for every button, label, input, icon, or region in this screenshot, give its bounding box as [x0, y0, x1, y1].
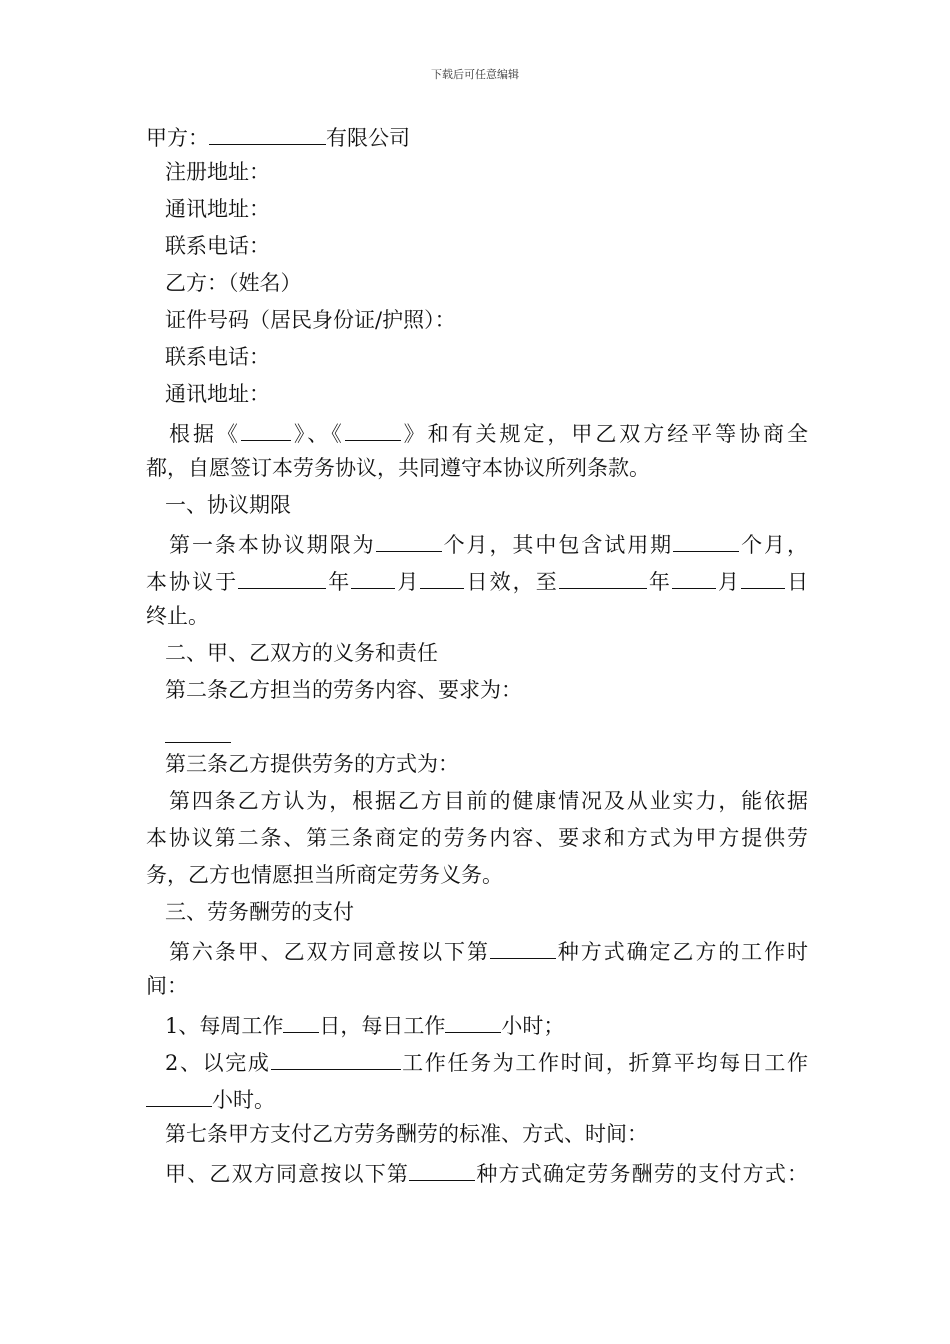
probation-months-blank [673, 524, 739, 552]
law-name-blank [241, 413, 291, 441]
section-1-heading: 一、协议期限 [165, 493, 291, 517]
work-task-blank [271, 1042, 401, 1070]
party-a-mail-address: 通讯地址： [165, 197, 270, 221]
end-month-blank [672, 561, 716, 589]
article-6-line-1: 第六条甲、乙双方同意按以下第 种方式确定乙方的工作时 [146, 931, 808, 968]
party-b-phone: 联系电话： [165, 345, 270, 369]
payment-method-blank [409, 1153, 475, 1181]
regulation-name-blank [345, 413, 401, 441]
end-year-blank [559, 561, 647, 589]
article-7-line-2: 甲、乙双方同意按以下第 种方式确定劳务酬劳的支付方式： [146, 1153, 808, 1190]
start-month-blank [351, 561, 395, 589]
contract-body [146, 117, 808, 1190]
term-months-blank [376, 524, 442, 552]
option-2-line-2: 小时。 [146, 1079, 808, 1116]
preamble-line-1: 根据《 》、《 》和有关规定，甲乙双方经平等协商全 [146, 413, 808, 450]
option-2-line-1: 2、以完成 工作任务为工作时间，折算平均每日工作 [146, 1042, 808, 1079]
days-per-week-blank [283, 1005, 319, 1033]
article-6-line-2: 间： [146, 974, 188, 998]
company-name-blank [209, 117, 326, 145]
party-a-line: 甲方： 有限公司 [146, 117, 808, 154]
article-1-line-2: 本协议于 年 月 日效，至 年 月 日 [146, 561, 808, 598]
hours-per-day-blank [445, 1005, 501, 1033]
article-4-line-2: 本协议第二条、第三条商定的劳务内容、要求和方式为甲方提供劳 [146, 826, 808, 850]
section-2-heading: 二、甲、乙双方的义务和责任 [165, 641, 438, 665]
article-1-line-1: 第一条本协议期限为 个月，其中包含试用期 个月， [146, 524, 808, 561]
party-b-id-number: 证件号码（居民身份证/护照）： [165, 308, 456, 332]
party-b-mail-address: 通讯地址： [165, 382, 270, 406]
start-day-blank [420, 561, 464, 589]
party-a-reg-address: 注册地址： [165, 160, 270, 184]
preamble-line-2: 都，自愿签订本劳务协议，共同遵守本协议所列条款。 [146, 456, 650, 480]
party-b-name: 乙方：（姓名） [165, 271, 302, 295]
start-year-blank [238, 561, 326, 589]
party-a-phone: 联系电话： [165, 234, 270, 258]
article-2: 第二条乙方担当的劳务内容、要求为： [165, 678, 522, 702]
service-content-blank [165, 715, 231, 743]
article-2-content-line [146, 709, 808, 746]
article-1-line-3: 终止。 [146, 604, 209, 628]
article-3: 第三条乙方提供劳务的方式为： [165, 752, 459, 776]
section-3-heading: 三、劳务酬劳的支付 [165, 900, 354, 924]
article-7: 第七条甲方支付乙方劳务酬劳的标准、方式、时间： [165, 1122, 648, 1146]
end-day-blank [741, 561, 785, 589]
article-4-line-1: 第四条乙方认为，根据乙方目前的健康情况及从业实力，能依据 [169, 789, 808, 813]
article-4-line-3: 务，乙方也情愿担当所商定劳务义务。 [146, 863, 503, 887]
average-hours-blank [146, 1079, 212, 1107]
page-header-note: 下载后可任意编辑 [431, 68, 519, 81]
option-1: 1、每周工作 日，每日工作 小时； [146, 1005, 808, 1042]
work-time-method-blank [490, 931, 556, 959]
